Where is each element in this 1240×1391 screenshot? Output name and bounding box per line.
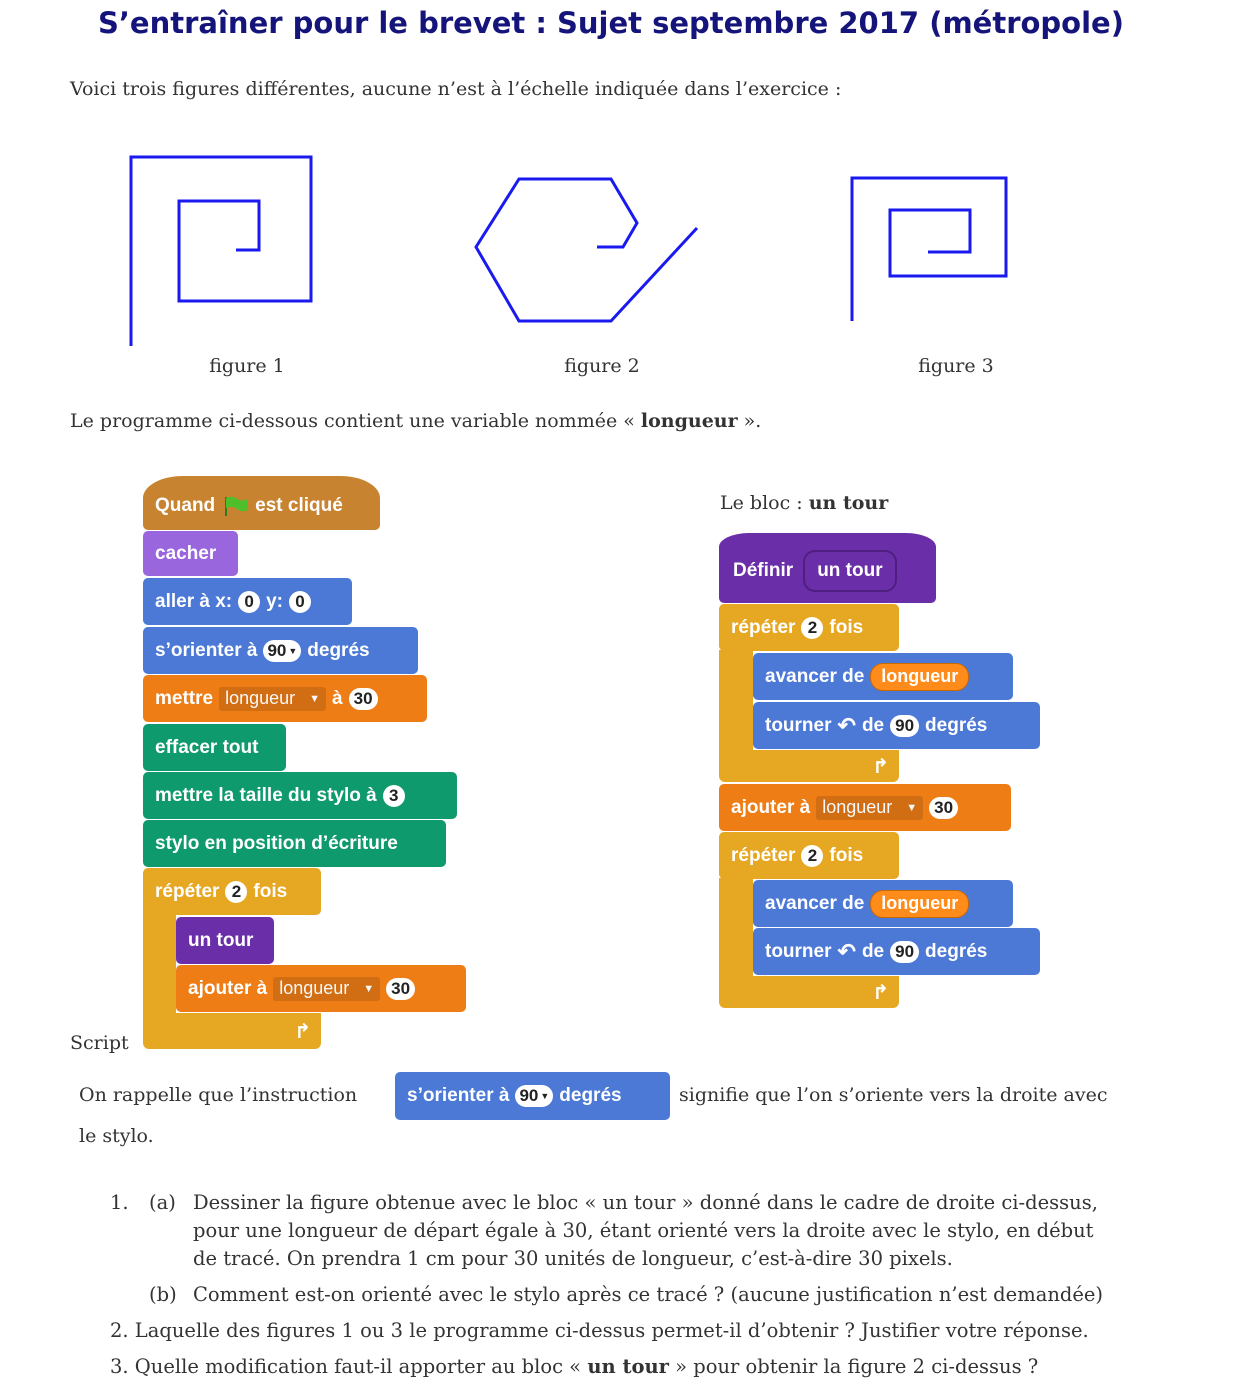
variable-reporter[interactable]: longueur [870,890,969,918]
repeat-block-2[interactable]: répéter 2 fois [719,832,899,879]
script-label: Script [70,1032,129,1054]
q1a-text: Dessiner la figure obtenue avec le bloc « un tour » donné dans le cadre de droite ci-dessus, pour une longueur de départ égale à 30, étant orienté vers la droite avec le stylo, en début de tracé. On prendra 1 cm pour 30 unités de longueur, c’est-à-dire 30 pixels. [193,1191,1098,1270]
angle-input[interactable]: 90 [890,715,919,737]
change-amount-input[interactable]: 30 [929,797,958,819]
turn-left-icon: ↶ [837,938,856,964]
variable-name: longueur [640,410,738,432]
set-pen-size-block[interactable]: mettre la taille du stylo à 3 [143,772,457,819]
value-input[interactable]: 30 [349,688,378,710]
point-in-direction-example[interactable]: s’orienter à 90 ▼ degrés [395,1072,670,1120]
bloc-heading: Le bloc : un tour [720,492,889,514]
intro-text: Voici trois figures différentes, aucune n’est à l’échelle indiquée dans l’exercice : [70,78,842,100]
direction-input[interactable]: 90 ▼ [515,1085,553,1107]
q2-text: 2. Laquelle des figures 1 ou 3 le programme ci-dessus permet-il d’obtenir ? Justifier votre réponse. [110,1319,1089,1342]
page-title: S’entraîner pour le brevet : Sujet septembre 2017 (métropole) [98,6,1124,40]
repeat-count-input[interactable]: 2 [801,845,823,867]
rappel-before: On rappelle que l’instruction [79,1084,358,1106]
figures-panel [0,140,1240,360]
change-amount-input[interactable]: 30 [386,978,415,1000]
turn-left-block-1[interactable]: tourner ↶ de 90 degrés [753,702,1040,749]
y-input[interactable]: 0 [289,591,311,613]
change-variable-block[interactable]: ajouter à longueur ▼ 30 [176,965,466,1012]
clear-block[interactable]: effacer tout [143,724,286,771]
set-variable-block[interactable]: mettre longueur ▼ à 30 [143,675,427,722]
repeat-count-input[interactable]: 2 [225,881,247,903]
green-flag-icon [221,495,249,517]
dropdown-arrow-icon: ▼ [309,692,321,705]
repeat-arm [143,914,176,1018]
hide-block[interactable]: cacher [143,531,238,576]
figure-1-label: figure 1 [209,355,285,377]
variable-sentence: Le programme ci-dessous contient une variable nommée « longueur ». [70,410,762,432]
pen-down-block[interactable]: stylo en position d’écriture [143,820,446,867]
q1a-label: (a) [149,1191,176,1214]
figure-2-spiral [476,179,697,321]
loop-arrow-icon: ↱ [294,1019,311,1043]
repeat-block[interactable]: répéter 2 fois [143,868,321,915]
q1b-label: (b) [149,1283,177,1306]
loop-arrow-icon: ↱ [872,980,889,1004]
change-variable-block[interactable]: ajouter à longueur ▼ 30 [719,784,1011,831]
q3-text: 3. Quelle modification faut-il apporter au bloc « un tour » pour obtenir la figure 2 ci-dessus ? [110,1355,1039,1378]
turn-left-icon: ↶ [837,712,856,738]
repeat-block-1[interactable]: répéter 2 fois [719,604,899,651]
define-block[interactable]: Définir un tour [719,533,936,603]
variable-dropdown[interactable]: longueur ▼ [219,687,326,711]
move-block-1[interactable]: avancer de longueur [753,653,1013,700]
repeat-arm-1 [719,650,753,752]
when-flag-clicked-block[interactable]: Quand est cliqué [143,476,380,530]
rappel-after: signifie que l’on s’oriente vers la droite avec [679,1084,1108,1106]
custom-block-call[interactable]: un tour [176,917,274,964]
angle-input[interactable]: 90 [890,941,919,963]
repeat-end [143,1013,321,1049]
pen-size-input[interactable]: 3 [383,785,405,807]
figure-3-spiral [852,178,1006,321]
repeat-count-input[interactable]: 2 [801,617,823,639]
turn-left-block-2[interactable]: tourner ↶ de 90 degrés [753,928,1040,975]
figure-1-spiral [131,157,311,346]
move-block-2[interactable]: avancer de longueur [753,880,1013,927]
direction-input[interactable]: 90 ▼ [263,640,301,662]
dropdown-arrow-icon: ▼ [288,645,298,656]
rappel-line2: le stylo. [79,1125,154,1147]
variable-dropdown[interactable]: longueur ▼ [816,796,923,820]
point-in-direction-block[interactable]: s’orienter à 90 ▼ degrés [143,627,418,674]
go-to-xy-block[interactable]: aller à x: 0 y: 0 [143,578,352,625]
dropdown-arrow-icon: ▼ [363,982,375,995]
x-input[interactable]: 0 [238,591,260,613]
loop-arrow-icon: ↱ [872,754,889,778]
figure-2-label: figure 2 [564,355,640,377]
define-name-slot[interactable]: un tour [803,550,896,592]
q1-number: 1. [110,1191,129,1214]
repeat-arm-2 [719,878,753,978]
figure-3-label: figure 3 [918,355,994,377]
dropdown-arrow-icon: ▼ [540,1091,550,1101]
variable-reporter[interactable]: longueur [870,663,969,691]
repeat-end-2 [719,976,899,1008]
q1b-text: Comment est-on orienté avec le stylo après ce tracé ? (aucune justification n’est demandée) [193,1283,1104,1306]
variable-dropdown[interactable]: longueur ▼ [273,977,380,1001]
dropdown-arrow-icon: ▼ [906,801,918,814]
repeat-end-1 [719,750,899,782]
